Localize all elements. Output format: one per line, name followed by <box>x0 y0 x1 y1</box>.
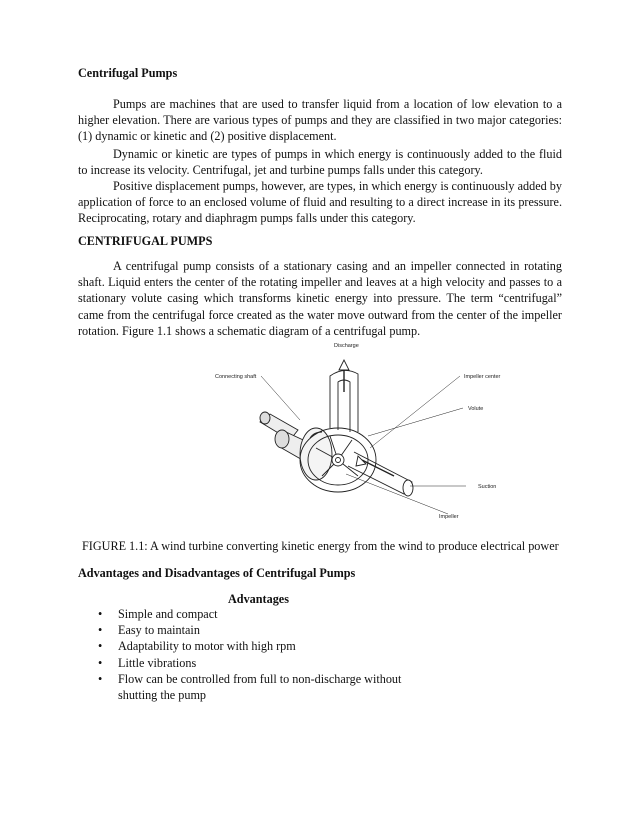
label-connecting-shaft: Connecting shaft <box>215 374 257 380</box>
label-volute: Volute <box>468 406 484 412</box>
page-title: Centrifugal Pumps <box>78 66 178 80</box>
label-suction: Suction <box>478 484 497 490</box>
list-item: • Easy to maintain <box>98 622 418 638</box>
advantages-section-heading: Advantages and Disadvantages of Centrifugal Pumps <box>78 566 356 580</box>
intro-paragraph-2: Dynamic or kinetic are types of pumps in which energy is continuously added to the fluid to increase its velocity. Centrifugal, jet and turbine pumps falls under this category. <box>78 147 562 178</box>
advantages-subheading: Advantages <box>228 592 289 606</box>
pump-diagram-svg <box>198 336 538 536</box>
advantages-list <box>98 606 418 703</box>
pump-diagram <box>198 336 538 536</box>
section-heading: CENTRIFUGAL PUMPS <box>78 234 213 248</box>
label-impeller-center: Impeller center <box>464 374 501 380</box>
section-paragraph: A centrifugal pump consists of a stationary casing and an impeller connected in rotating shaft. Liquid enters the center of the rotating impeller and leaves at a high velocity and passes to a stationary volute casing which transforms kinetic energy into pressure. The term “centrifugal” came from the centrifugal force created as the water move outward from the center of the impeller rotation. Figure 1.1 shows a schematic diagram of a centrifugal pump. <box>78 259 562 338</box>
list-item: • Flow can be controlled from full to non-discharge without shutting the pump <box>98 671 418 703</box>
intro-paragraph-3: Positive displacement pumps, however, are types, in which energy is continuously added by application of force to an enclosed volume of fluid and resulting to a direct increase in its pressure. Reciprocating, rotary and diaphragm pumps falls under this category. <box>78 179 562 226</box>
list-item: • Adaptability to motor with high rpm <box>98 638 418 654</box>
list-item: • Little vibrations <box>98 655 418 671</box>
label-impeller: Impeller <box>439 514 459 520</box>
intro-paragraph-1: Pumps are machines that are used to transfer liquid from a location of low elevation to a higher elevation. There are various types of pumps and they are classified in two major categories: (1) dynamic or kinetic and (2) positive displacement. <box>78 97 562 144</box>
figure-caption: FIGURE 1.1: A wind turbine converting kinetic energy from the wind to produce electrical power <box>82 539 559 553</box>
label-discharge: Discharge <box>334 343 359 349</box>
list-item: • Simple and compact <box>98 606 418 622</box>
